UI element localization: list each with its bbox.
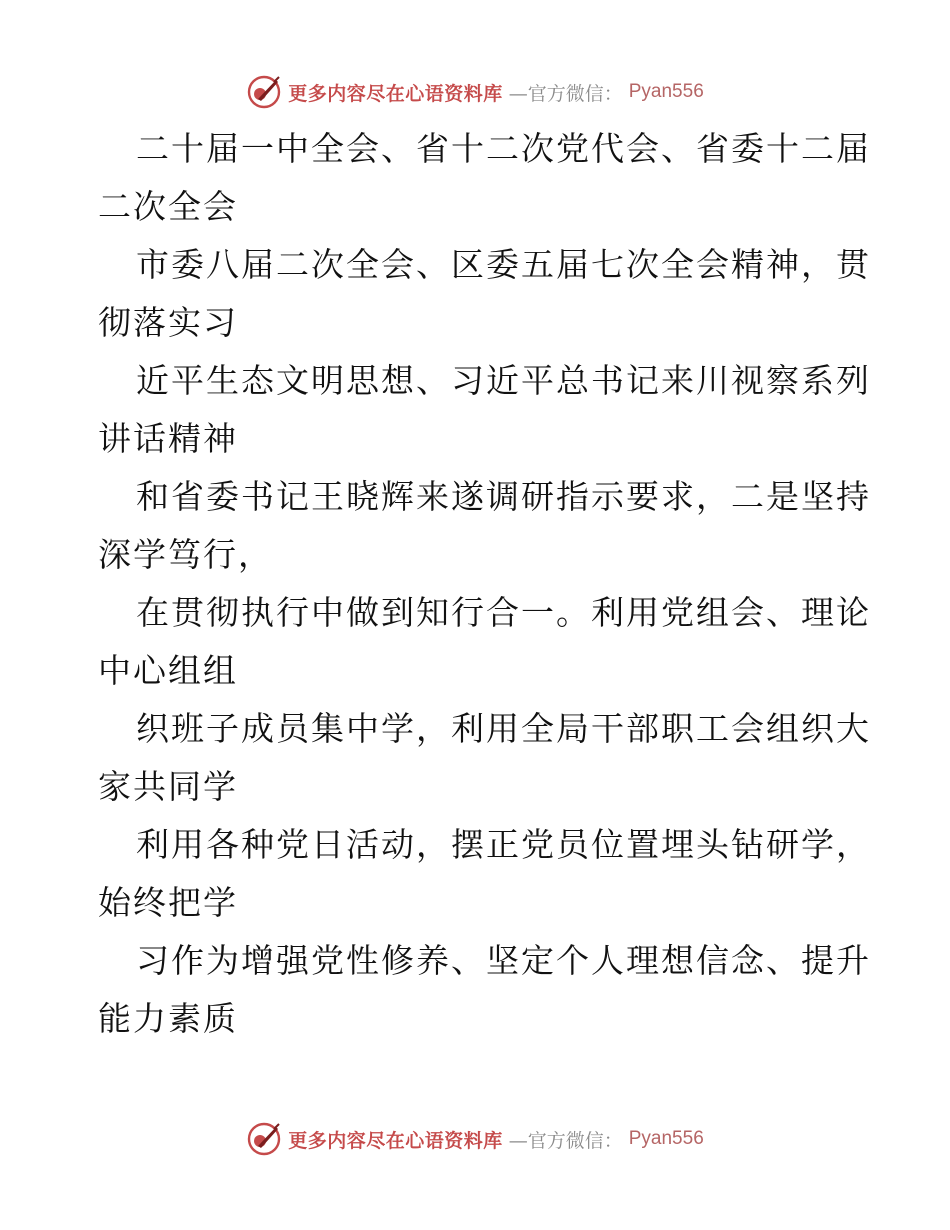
header-brand-text: 更多内容尽在心语资料库 xyxy=(288,82,503,105)
header-official-text: —官方微信： xyxy=(508,82,623,105)
body-line: 织班子成员集中学，利用全局干部职工会组织大 xyxy=(136,709,871,748)
document-body xyxy=(98,120,871,1048)
header-banner xyxy=(0,72,950,112)
body-line: 在贯彻执行中做到知行合一。利用党组会、理论 xyxy=(136,593,871,632)
footer-official-text: —官方微信： xyxy=(508,1129,623,1152)
body-line: 二十届一中全会、省十二次党代会、省委十二届 xyxy=(136,129,871,168)
footer-wechat-id: Pyan556 xyxy=(628,1128,704,1149)
body-line: 能力素质 xyxy=(98,999,238,1038)
body-line: 市委八届二次全会、区委五届七次全会精神，贯 xyxy=(136,245,871,284)
quill-logo-icon xyxy=(246,74,282,110)
body-line: 二次全会 xyxy=(98,187,238,226)
header-wechat-id: Pyan556 xyxy=(628,81,704,102)
body-line: 讲话精神 xyxy=(98,419,238,458)
quill-logo-icon xyxy=(246,1121,282,1157)
footer-banner xyxy=(0,1119,950,1159)
body-line: 深学笃行， xyxy=(98,535,273,574)
footer-brand-text: 更多内容尽在心语资料库 xyxy=(288,1129,503,1152)
body-line: 和省委书记王晓辉来遂调研指示要求，二是坚持 xyxy=(136,477,871,516)
body-line: 彻落实习 xyxy=(98,303,238,342)
body-line: 习作为增强党性修养、坚定个人理想信念、提升 xyxy=(136,941,871,980)
body-line: 利用各种党日活动，摆正党员位置埋头钻研学， xyxy=(136,825,871,864)
body-line: 近平生态文明思想、习近平总书记来川视察系列 xyxy=(136,361,871,400)
body-line: 始终把学 xyxy=(98,883,238,922)
body-line: 家共同学 xyxy=(98,767,238,806)
body-line: 中心组组 xyxy=(98,651,238,690)
